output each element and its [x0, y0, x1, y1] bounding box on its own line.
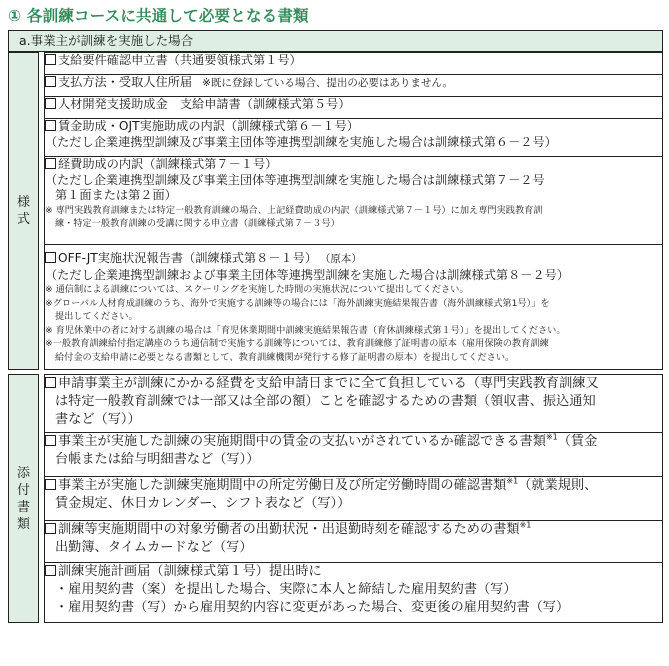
document-table — [8, 30, 663, 623]
attachment-item-3: 事業主が実施した訓練実施期間中の所定労働日及び所定労働時間の確認書類$^{※1}$（就業規則、 賃金規定、休日カレンダー、シフト表など（写）） — [45, 477, 663, 521]
checkbox[interactable] — [45, 76, 56, 87]
attachment-item-2: 事業主が実施した訓練の実施期間中の賃金の支払いがされているか確認できる書類$^{※1}$（賃金 台帳または給与明細書など（写）） — [45, 433, 663, 477]
checkbox[interactable] — [45, 479, 56, 490]
form-item-3: 人材開発支援助成金 支給申請書（訓練様式第５号） — [45, 97, 663, 119]
checkbox[interactable] — [45, 377, 56, 388]
checkbox[interactable] — [45, 523, 56, 534]
forms-table — [8, 52, 663, 370]
form-item-5: 経費助成の内訳（訓練様式第７－１号） （ただし企業連携型訓練及び事業主団体等連携型訓練を実施した場合は訓練様式第７－２号 第１面または第２面） ※ 専門実践教育訓練または特定一般教育訓練の場合、上記経費助成の内訳（訓練様式第７－１号）に加え専門実践教育訓 練・特定一般教育訓練の受講に関する申立書（訓練様式第７－３号） — [45, 157, 663, 245]
checkbox[interactable] — [45, 158, 56, 169]
attachments-group-label: 添付書類 — [9, 375, 39, 623]
checkbox[interactable] — [45, 252, 56, 263]
form-item-4: 賃金助成・OJT実施助成の内訳（訓練様式第６－１号） （ただし企業連携型訓練及び事業主団体等連携型訓練を実施した場合は訓練様式第６－２号） — [45, 119, 663, 157]
forms-group-label: 様式 — [9, 53, 39, 370]
checkbox[interactable] — [45, 435, 56, 446]
checkbox[interactable] — [45, 98, 56, 109]
page-title: ① 各訓練コースに共通して必要となる書類 — [8, 7, 309, 25]
checkbox[interactable] — [45, 565, 56, 576]
checkbox[interactable] — [45, 54, 56, 65]
attachment-item-1: 申請事業主が訓練にかかる経費を支給申請日までに全て負担している（専門実践教育訓練又 は特定一般教育訓練では一部又は全部の額）ことを確認するための書類（領収書、振込通知 書など（写）） — [45, 375, 663, 433]
attachment-item-5: 訓練実施計画届（訓練様式第１号）提出時に ・雇用契約書（案）を提出した場合、実際に本人と締結した雇用契約書（写） ・雇用契約書（写）から雇用契約内容に変更があった場合、変更後の雇用契約書（写） — [45, 563, 663, 623]
checkbox[interactable] — [45, 120, 56, 131]
form-item-6: OFF-JT実施状況報告書（訓練様式第８－１号） （原本） （ただし企業連携型訓練および事業主団体等連携型訓練を実施した場合は訓練様式第８－２号） ※ 通信制による訓練については、スクーリングを実施した時間の実施状況について提出してください。 ※グローバル人材育成訓練のうち、海外で実施する訓練等の場合には「海外訓練実施結果報告書（海外訓練様式第1号）」を 提出してください。 ※ 育児休業中の者に対する訓練の場合は「育児休業期間中訓練実施結果報告書（育休訓練様式第１号）」を提出してください。 ※一般教育訓練給付指定講座のうち通信制で実施する訓練等については、教育訓練修了証明書の原本（雇用保険の教育訓練 給付金の支給申請に必要となる書類として、教育訓練機関が発行する修了証明書の原本）を提出してください。 — [45, 245, 663, 370]
attachments-table — [8, 374, 663, 623]
section-a-header: a.事業主が訓練を実施した場合 — [8, 30, 663, 52]
attachment-item-4: 訓練等実施期間中の対象労働者の出勤状況・出退勤時刻を確認するための書類$^{※1}$ 出勤簿、タイムカードなど（写） — [45, 521, 663, 563]
form-item-2: 支払方法・受取人住所届 ※既に登録している場合、提出の必要はありません。 — [45, 75, 663, 97]
form-item-1: 支給要件確認申立書（共通要領様式第１号） — [45, 53, 663, 75]
